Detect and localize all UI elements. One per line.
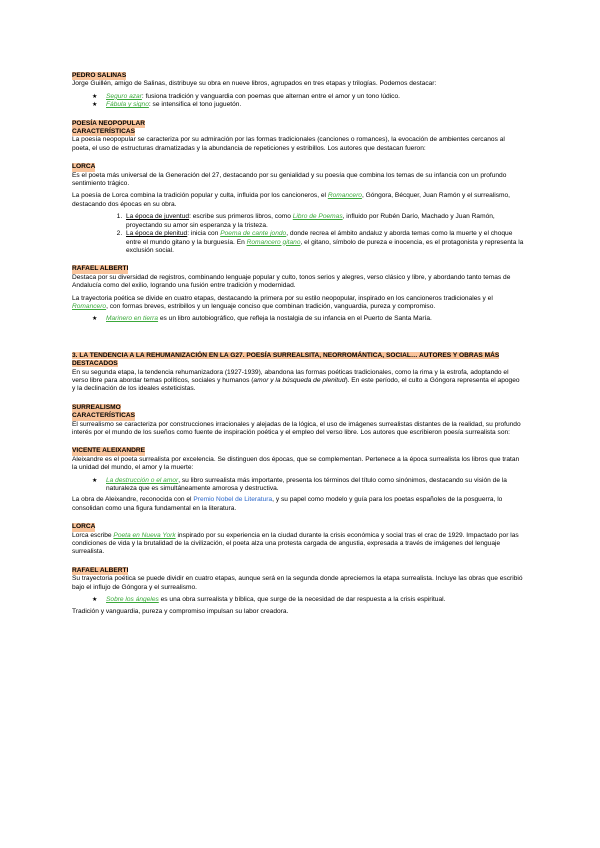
heading-alberti: RAFAEL ALBERTI bbox=[72, 265, 129, 273]
section3-text: En su segunda etapa, la tendencia rehumanizadora (1927-1939), abandona las formas poéticas tradicionales, como la rima y la estrofa, adoptando el verso libre para abordar temas políticos, sociales y humanos (amor y la búsqueda de plenitud). En este período, el culto a Góngora representa el apogeo y la declinación de los ideales esteticistas. bbox=[72, 368, 520, 393]
heading-section-3: 3. LA TENDENCIA A LA REHUMANIZACIÓN EN LA G27. POESÍA SURREALSITA, NEORROMÁNTICA, SOCIAL… AUTORES Y OBRAS MÁS DESTACADOS bbox=[72, 351, 500, 368]
section-3 bbox=[72, 352, 524, 394]
lorca1-p2: La poesía de Lorca combina la tradición popular y culta, influida por los cancioneros, el Romancero, Góngora, Bécquer, Juan Ramón y el surrealismo, destacando dos épocas en su obra. bbox=[72, 192, 511, 208]
link-romancero[interactable]: Romancero bbox=[327, 192, 362, 200]
subheading-caracteristicas: CARACTERÍSTICAS bbox=[72, 412, 136, 420]
list-item: ★ Marinero en tierra es un libro autobiográfico, que refleja la nostalgia de su infancia en el Puerto de Santa María. bbox=[106, 315, 524, 323]
list-item: ★ Sobre los ángeles es una obra surrealista y bíblica, que surge de la necesidad de dar respuesta a la crisis espiritual. bbox=[106, 596, 524, 604]
link-fabula-y-signo[interactable]: Fábula y signo bbox=[106, 101, 149, 109]
section-neopopular bbox=[72, 120, 524, 154]
list-item: ★ Seguro azar: fusiona tradición y vanguardia con poemas que alternan entre el amor y un tono lúdico. bbox=[106, 93, 524, 101]
alberti2-closing: Tradición y vanguardia, pureza y compromiso impulsan su labor creadora. bbox=[72, 607, 289, 615]
alberti1-p1: Destaca por su diversidad de registros, combinando lenguaje popular y culto, tonos serios y alegres, verso clásico y libre, y abordando tanto temas de Andalucía como del exilio, logrando una fusión entre tradición y modernidad. bbox=[72, 273, 511, 290]
link-poeta-en-nueva-york[interactable]: Poeta en Nueva York bbox=[113, 531, 176, 539]
heading-lorca: LORCA bbox=[72, 163, 96, 171]
surrealismo-text: El surrealismo se caracteriza por construcciones irracionales y alejadas de la lógica, el uso de imágenes surrealistas distantes de la realidad, su profundo interés por el mundo de los sueños como fuente de inspiración poética y el empleo del verso libre. Los autores que escribieron poesía surrealista son: bbox=[72, 420, 521, 436]
link-sobre-los-angeles[interactable]: Sobre los ángeles bbox=[106, 596, 159, 604]
section-surrealismo bbox=[72, 404, 524, 438]
salinas-list bbox=[72, 93, 524, 110]
link-poema-de-cante-jondo[interactable]: Poema de cante jondo bbox=[220, 230, 287, 238]
section-alberti-1 bbox=[72, 265, 524, 323]
link-libro-de-poemas[interactable]: Libro de Poemas bbox=[292, 213, 343, 221]
section-lorca-1 bbox=[72, 163, 524, 255]
salinas-intro: Jorge Guillén, amigo de Salinas, distribuye su obra en nueve libros, agrupados en tres etapas y trilogías. Podemos destacar: bbox=[72, 80, 437, 88]
link-romancero-gitano[interactable]: Romancero gitano bbox=[246, 238, 301, 246]
subheading-caracteristicas: CARACTERÍSTICAS bbox=[72, 128, 136, 136]
list-item: ★ Fábula y signo: se intensifica el tono juguetón. bbox=[106, 101, 524, 109]
heading-lorca: LORCA bbox=[72, 523, 96, 531]
heading-surrealismo: SURREALISMO bbox=[72, 403, 121, 411]
document-page bbox=[72, 72, 524, 626]
list-item: ★ La destrucción o el amor, su libro surrealista más importante, presenta los términos del título como sinónimos, destacando su visión de la naturaleza que es simultáneamente amorosa y destructiva. bbox=[106, 477, 524, 494]
lorca2-text: Lorca escribe Poeta en Nueva York inspirado por su experiencia en la ciudad durante la crisis económica y social tras el crac de 1929. Impactado por las condiciones de vida y la brutalidad de la civilización, el poeta alza una protesta cargada de angustia, expresada a través de imágenes del lenguaje surrealista. bbox=[72, 531, 519, 556]
lorca1-list bbox=[72, 213, 524, 255]
aleixandre-p2: La obra de Aleixandre, reconocida con el Premio Nobel de Literatura, y su papel como modelo y guía para los poetas españoles de la posguerra, lo consolidan como una figura fundamental en la literatura. bbox=[72, 496, 503, 512]
link-romancero[interactable]: Romancero bbox=[72, 302, 107, 310]
list-item: 1. La época de juventud: escribe sus primeros libros, como Libro de Poemas, influido por Rubén Darío, Machado y Juan Ramón, proyectando su amor sin esperanza y la tristeza. bbox=[124, 213, 524, 230]
alberti2-list bbox=[72, 596, 524, 604]
section-alberti-2 bbox=[72, 567, 524, 616]
link-premio-nobel[interactable]: Premio Nobel de Literatura bbox=[193, 496, 273, 504]
lorca1-p1: Es el poeta más universal de la Generación del 27, destacando por su genialidad y su poesía que combina los temas de su infancia con un profundo sentimiento trágico. bbox=[72, 171, 507, 188]
heading-alberti: RAFAEL ALBERTI bbox=[72, 566, 129, 574]
section-salinas bbox=[72, 72, 524, 110]
aleixandre-list bbox=[72, 477, 524, 494]
aleixandre-p1: Aleixandre es el poeta surrealista por excelencia. Se distinguen dos épocas, que se complementan. Pertenece a la época surrealista los libros que tratan la unidad del mundo, el amor y la muerte: bbox=[72, 455, 520, 472]
alberti1-list bbox=[72, 315, 524, 323]
heading-salinas: PEDRO SALINAS bbox=[72, 72, 127, 79]
section-aleixandre bbox=[72, 447, 524, 513]
list-item: 2. La época de plenitud: inicia con Poema de cante jondo, donde recrea el ámbito andaluz y aborda temas como la muerte y el choque entre el mundo gitano y la burguesía. En Romancero gitano, el gitano, símbolo de pureza e inocencia, es el protagonista y representa la exclusión social. bbox=[124, 230, 524, 255]
link-la-destruccion-o-el-amor[interactable]: La destrucción o el amor bbox=[106, 476, 179, 484]
alberti2-p1: Su trayectoria poética se puede dividir en cuatro etapas, aunque será en la segunda donde apreciemos la etapa surrealista. Incluye las obras que escribió bajo el influjo de Góngora y el surrealismo. bbox=[72, 575, 523, 591]
link-marinero-en-tierra[interactable]: Marinero en tierra bbox=[106, 315, 159, 323]
link-seguro-azar[interactable]: Seguro azar bbox=[106, 92, 142, 100]
neopopular-text: La poesía neopopular se caracteriza por su admiración por las formas tradicionales (canciones o romances), la evocación de ambientes cercanos al poeta, el uso de estructuras dramatizadas y la abundancia de repeticiones y estribillos. Los autores que destacan fueron: bbox=[72, 136, 505, 152]
heading-aleixandre: VICENTE ALEIXANDRE bbox=[72, 447, 146, 455]
section-lorca-2 bbox=[72, 523, 524, 557]
heading-neopopular: POESÍA NEOPOPULAR bbox=[72, 119, 146, 127]
alberti1-p2: La trayectoria poética se divide en cuatro etapas, destacando la primera por su estilo neopopular, inspirado en los cancioneros tradicionales y el Romancero, con formas breves, estribillos y un lenguaje conciso que combinan tradición, vanguardia, pureza y compromiso. bbox=[72, 294, 493, 310]
